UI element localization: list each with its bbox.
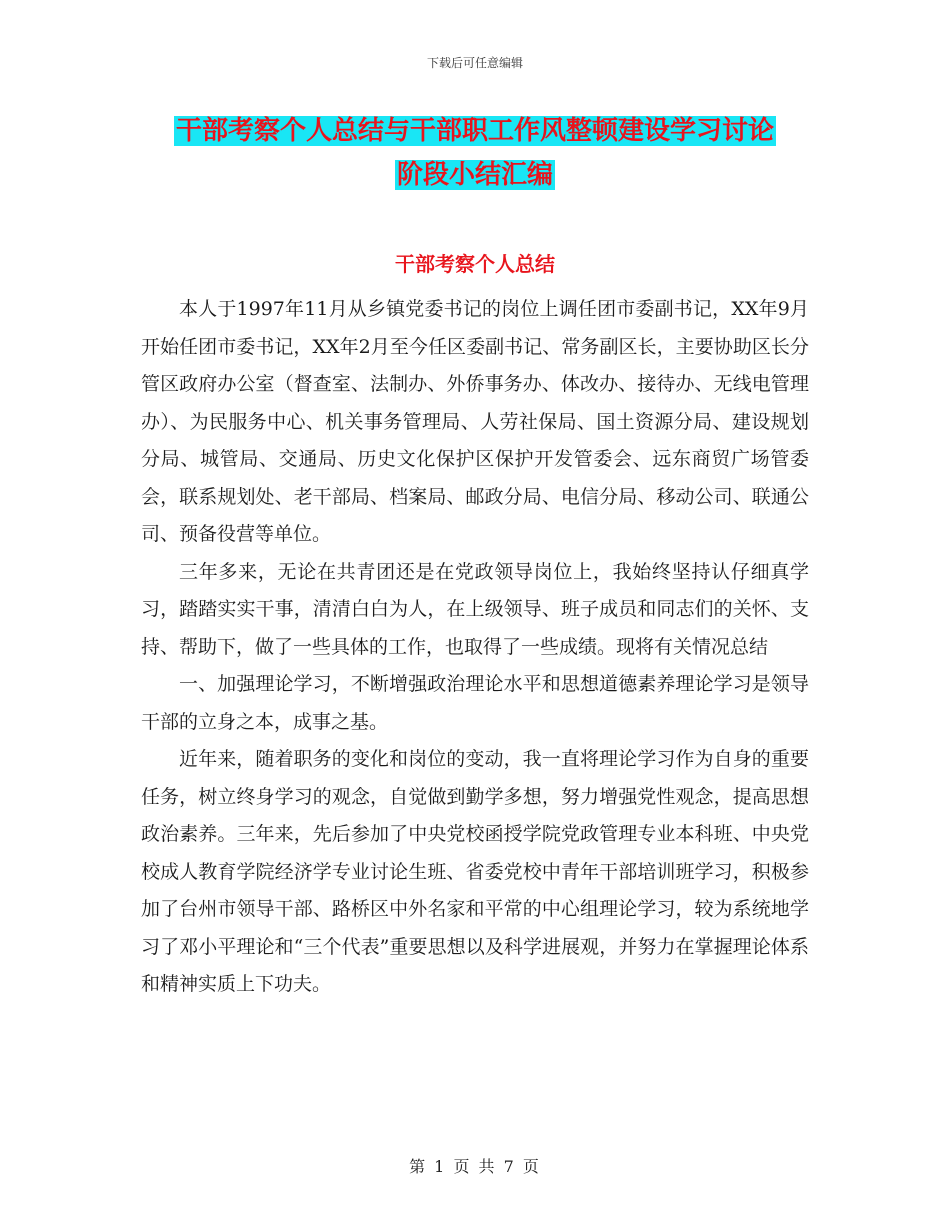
page-header-note: 下载后可任意编辑	[426, 56, 523, 70]
document-body	[141, 291, 809, 1004]
document-title-text-1: 干部考察个人总结与干部职工作风整顿建设学习讨论	[175, 116, 774, 146]
paragraph-1: 本人于1997年11月从乡镇党委书记的岗位上调任团市委副书记，XX年9月开始任团市委书记，XX年2月至今任区委副书记、常务副区长，主要协助区长分管区政府办公室（督查室、法制办、外侨事务办、体改办、接待办、无线电管理办）、为民服务中心、机关事务管理局、人劳社保局、国土资源分局、建设规划分局、城管局、交通局、历史文化保护区保护开发管委会、远东商贸广场管委会，联系规划处、老干部局、档案局、邮政分局、电信分局、移动公司、联通公司、预备役营等单位。	[141, 298, 809, 545]
page-number-footer: 第 1 页 共 7 页	[409, 1157, 541, 1176]
paragraph-2: 三年多来，无论在共青团还是在党政领导岗位上，我始终坚持认仔细真学习，踏踏实实干事，清清白白为人，在上级领导、班子成员和同志们的关怀、支持、帮助下，做了一些具体的工作，也取得了一些成绩。现将有关情况总结	[141, 560, 809, 658]
document-title-line-1	[0, 114, 950, 148]
paragraph-4: 近年来，随着职务的变化和岗位的变动，我一直将理论学习作为自身的重要任务，树立终身学习的观念，自觉做到勤学多想，努力增强党性观念，提高思想政治素养。三年来，先后参加了中央党校函授学院党政管理专业本科班、中央党校成人教育学院经济学专业讨论生班、省委党校中青年干部培训班学习，积极参加了台州市领导干部、路桥区中外名家和平常的中心组理论学习，较为系统地学习了邓小平理论和“三个代表”重要思想以及科学进展观，并努力在掌握理论体系和精神实质上下功夫。	[141, 748, 809, 995]
document-title-text-2: 阶段小结汇编	[396, 160, 553, 190]
section-heading: 干部考察个人总结	[395, 252, 555, 276]
paragraph-3: 一、加强理论学习，不断增强政治理论水平和思想道德素养理论学习是领导干部的立身之本，成事之基。	[141, 673, 809, 733]
document-title-line-2	[0, 158, 950, 192]
